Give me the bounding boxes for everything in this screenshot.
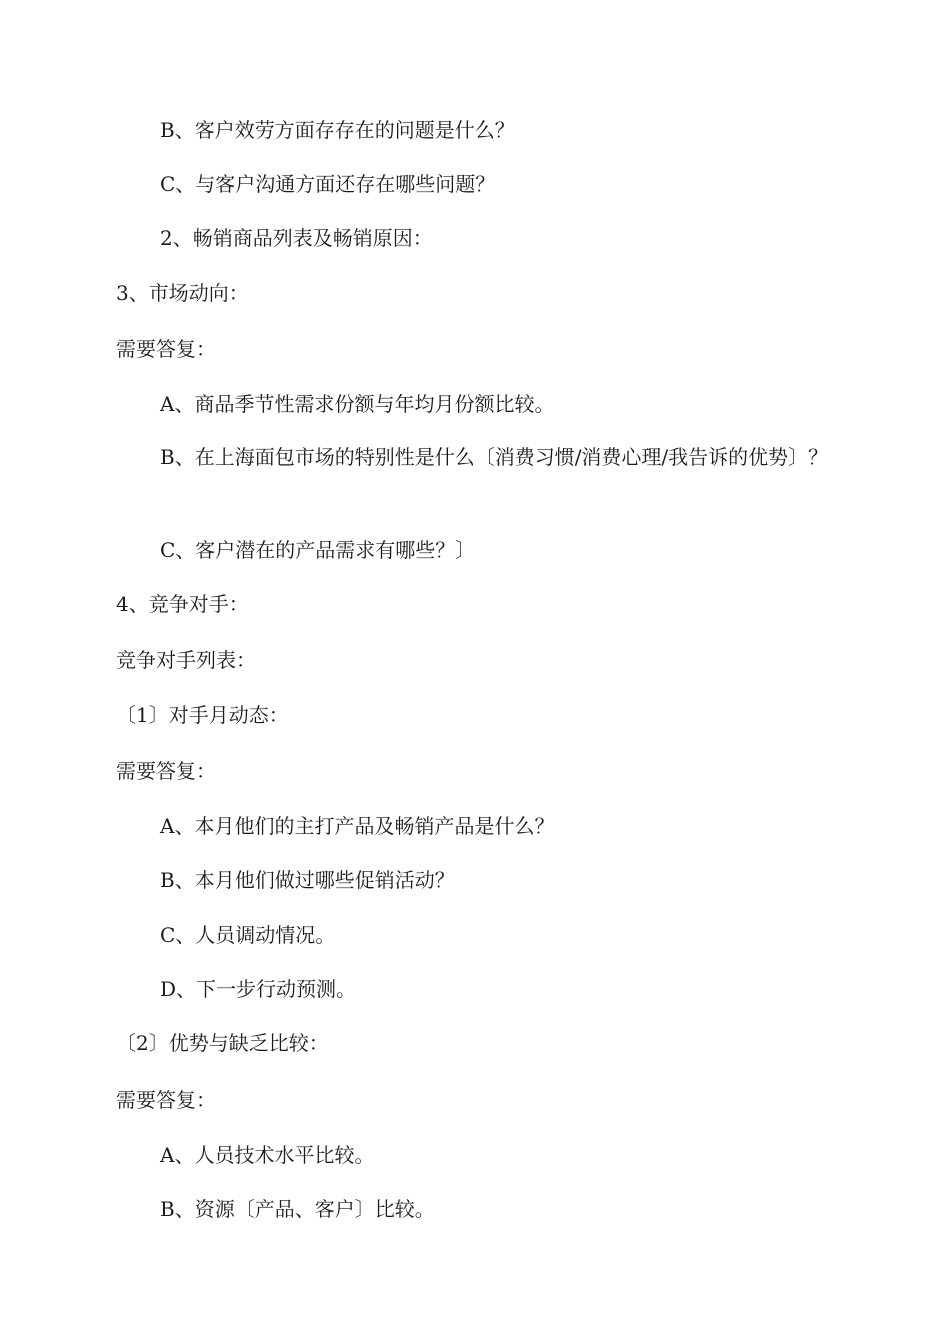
label-need-answer: 需要答复： bbox=[116, 337, 216, 361]
heading-competitor-monthly: 〔1〕对手月动态： bbox=[116, 703, 289, 727]
label-need-answer-2: 需要答复： bbox=[116, 759, 216, 783]
paragraph-communication-issues: C、与客户沟通方面还存在哪些问题？ bbox=[160, 172, 496, 196]
paragraph-next-steps: D、下一步行动预测。 bbox=[160, 977, 357, 1001]
heading-competitors: 4、竞争对手： bbox=[116, 592, 249, 616]
paragraph-promotions: B、本月他们做过哪些促销活动？ bbox=[160, 868, 455, 892]
paragraph-service-issues: B、客户效劳方面存存在的问题是什么？ bbox=[160, 118, 515, 142]
heading-market-trends: 3、市场动向： bbox=[116, 281, 249, 305]
label-competitor-list: 竞争对手列表： bbox=[116, 648, 256, 672]
paragraph-staff-changes: C、人员调动情况。 bbox=[160, 923, 336, 947]
paragraph-resources: B、资源〔产品、客户〕比较。 bbox=[160, 1197, 435, 1221]
paragraph-main-products: A、本月他们的主打产品及畅销产品是什么？ bbox=[160, 814, 555, 838]
paragraph-shanghai-market: B、在上海面包市场的特别性是什么〔消费习惯/消费心理/我告诉的优势〕？ bbox=[160, 445, 829, 469]
paragraph-staff-skills: A、人员技术水平比较。 bbox=[160, 1143, 375, 1167]
paragraph-potential-demand: C、客户潜在的产品需求有哪些？〕 bbox=[160, 538, 476, 562]
paragraph-bestseller-list: 2、畅销商品列表及畅销原因： bbox=[160, 226, 433, 250]
heading-strengths-weaknesses: 〔2〕优势与缺乏比较： bbox=[116, 1031, 329, 1055]
label-need-answer-3: 需要答复： bbox=[116, 1088, 216, 1112]
paragraph-seasonal-demand: A、商品季节性需求份额与年均月份额比较。 bbox=[160, 392, 555, 416]
